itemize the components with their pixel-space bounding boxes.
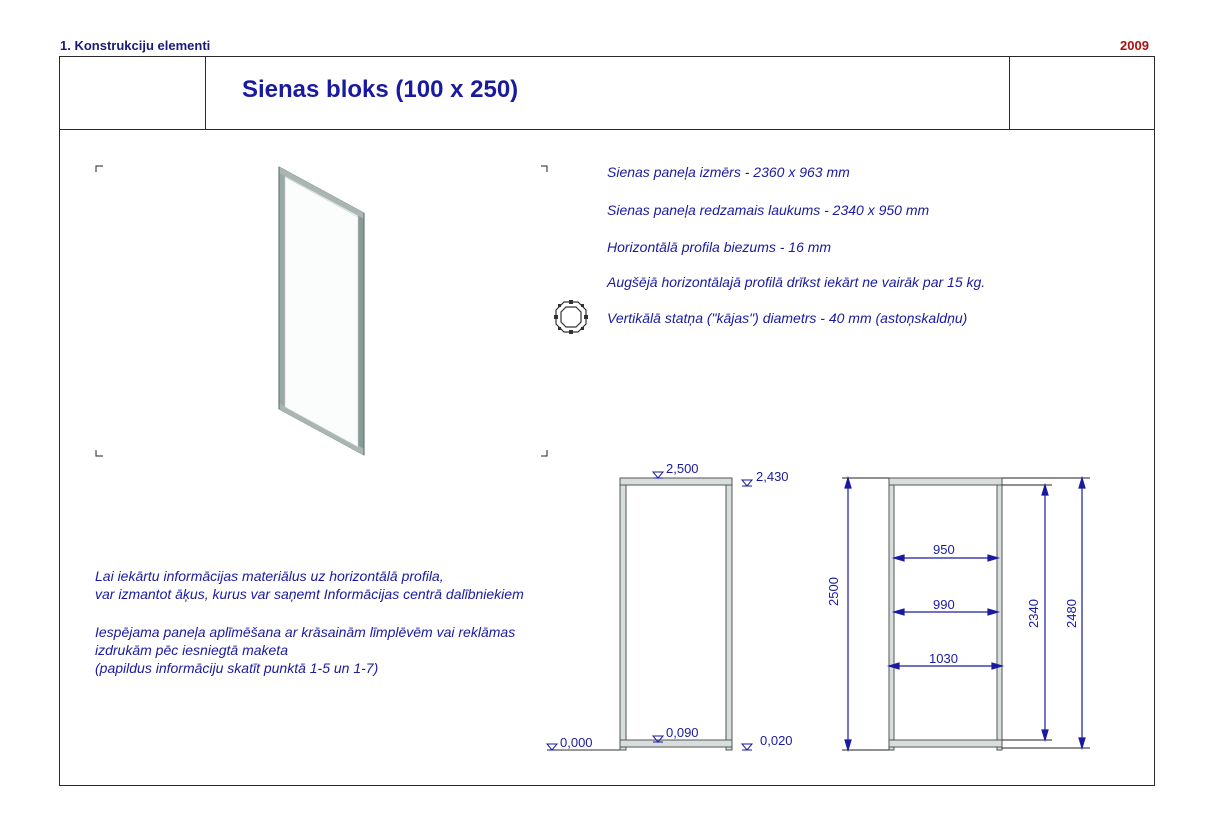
note-line: Lai iekārtu informācijas materiālus uz horizontālā profila, — [95, 568, 444, 584]
dim-2500: 2500 — [826, 577, 841, 606]
spec-post-diameter: Vertikālā statņa ("kājas") diametrs - 40 mm (astoņskaldņu) — [607, 310, 968, 326]
spec-panel-size: Sienas paneļa izmērs - 2360 x 963 mm — [607, 164, 850, 180]
dim-950: 950 — [933, 542, 955, 557]
dim-2340: 2340 — [1026, 599, 1041, 628]
elevation-2500: 2,500 — [666, 461, 699, 476]
dim-990: 990 — [933, 597, 955, 612]
elevation-0020: 0,020 — [760, 733, 793, 748]
note-line: izdrukām pēc iesniegtā maketa — [95, 642, 288, 658]
dim-1030: 1030 — [929, 651, 958, 666]
section-title: 1. Konstrukciju elementi — [60, 38, 211, 53]
elevation-2430: 2,430 — [756, 469, 789, 484]
octagon-profile-icon — [554, 300, 588, 334]
note-line: Iespējama paneļa aplīmēšana ar krāsainām līmplēvēm vai reklāmas — [95, 624, 516, 640]
page-title: Sienas bloks (100 x 250) — [242, 76, 519, 103]
panel-3d-view — [279, 167, 364, 455]
year-label: 2009 — [1120, 38, 1149, 53]
dim-2480: 2480 — [1064, 599, 1079, 628]
spec-profile-thickness: Horizontālā profila biezums - 16 mm — [607, 239, 832, 255]
note-line: (papildus informāciju skatīt punktā 1-5 un 1-7) — [95, 660, 379, 676]
dimension-elevation — [842, 478, 1090, 750]
elevation-0000: 0,000 — [560, 735, 593, 750]
elevation-0090: 0,090 — [666, 725, 699, 740]
front-elevation — [547, 472, 752, 750]
spec-max-load: Augšējā horizontālajā profilā drīkst iekārt ne vairāk par 15 kg. — [607, 274, 986, 290]
spec-visible-area: Sienas paneļa redzamais laukums - 2340 x 950 mm — [607, 202, 930, 218]
note-line: var izmantot āķus, kurus var saņemt Informācijas centrā dalībniekiem — [95, 586, 524, 602]
